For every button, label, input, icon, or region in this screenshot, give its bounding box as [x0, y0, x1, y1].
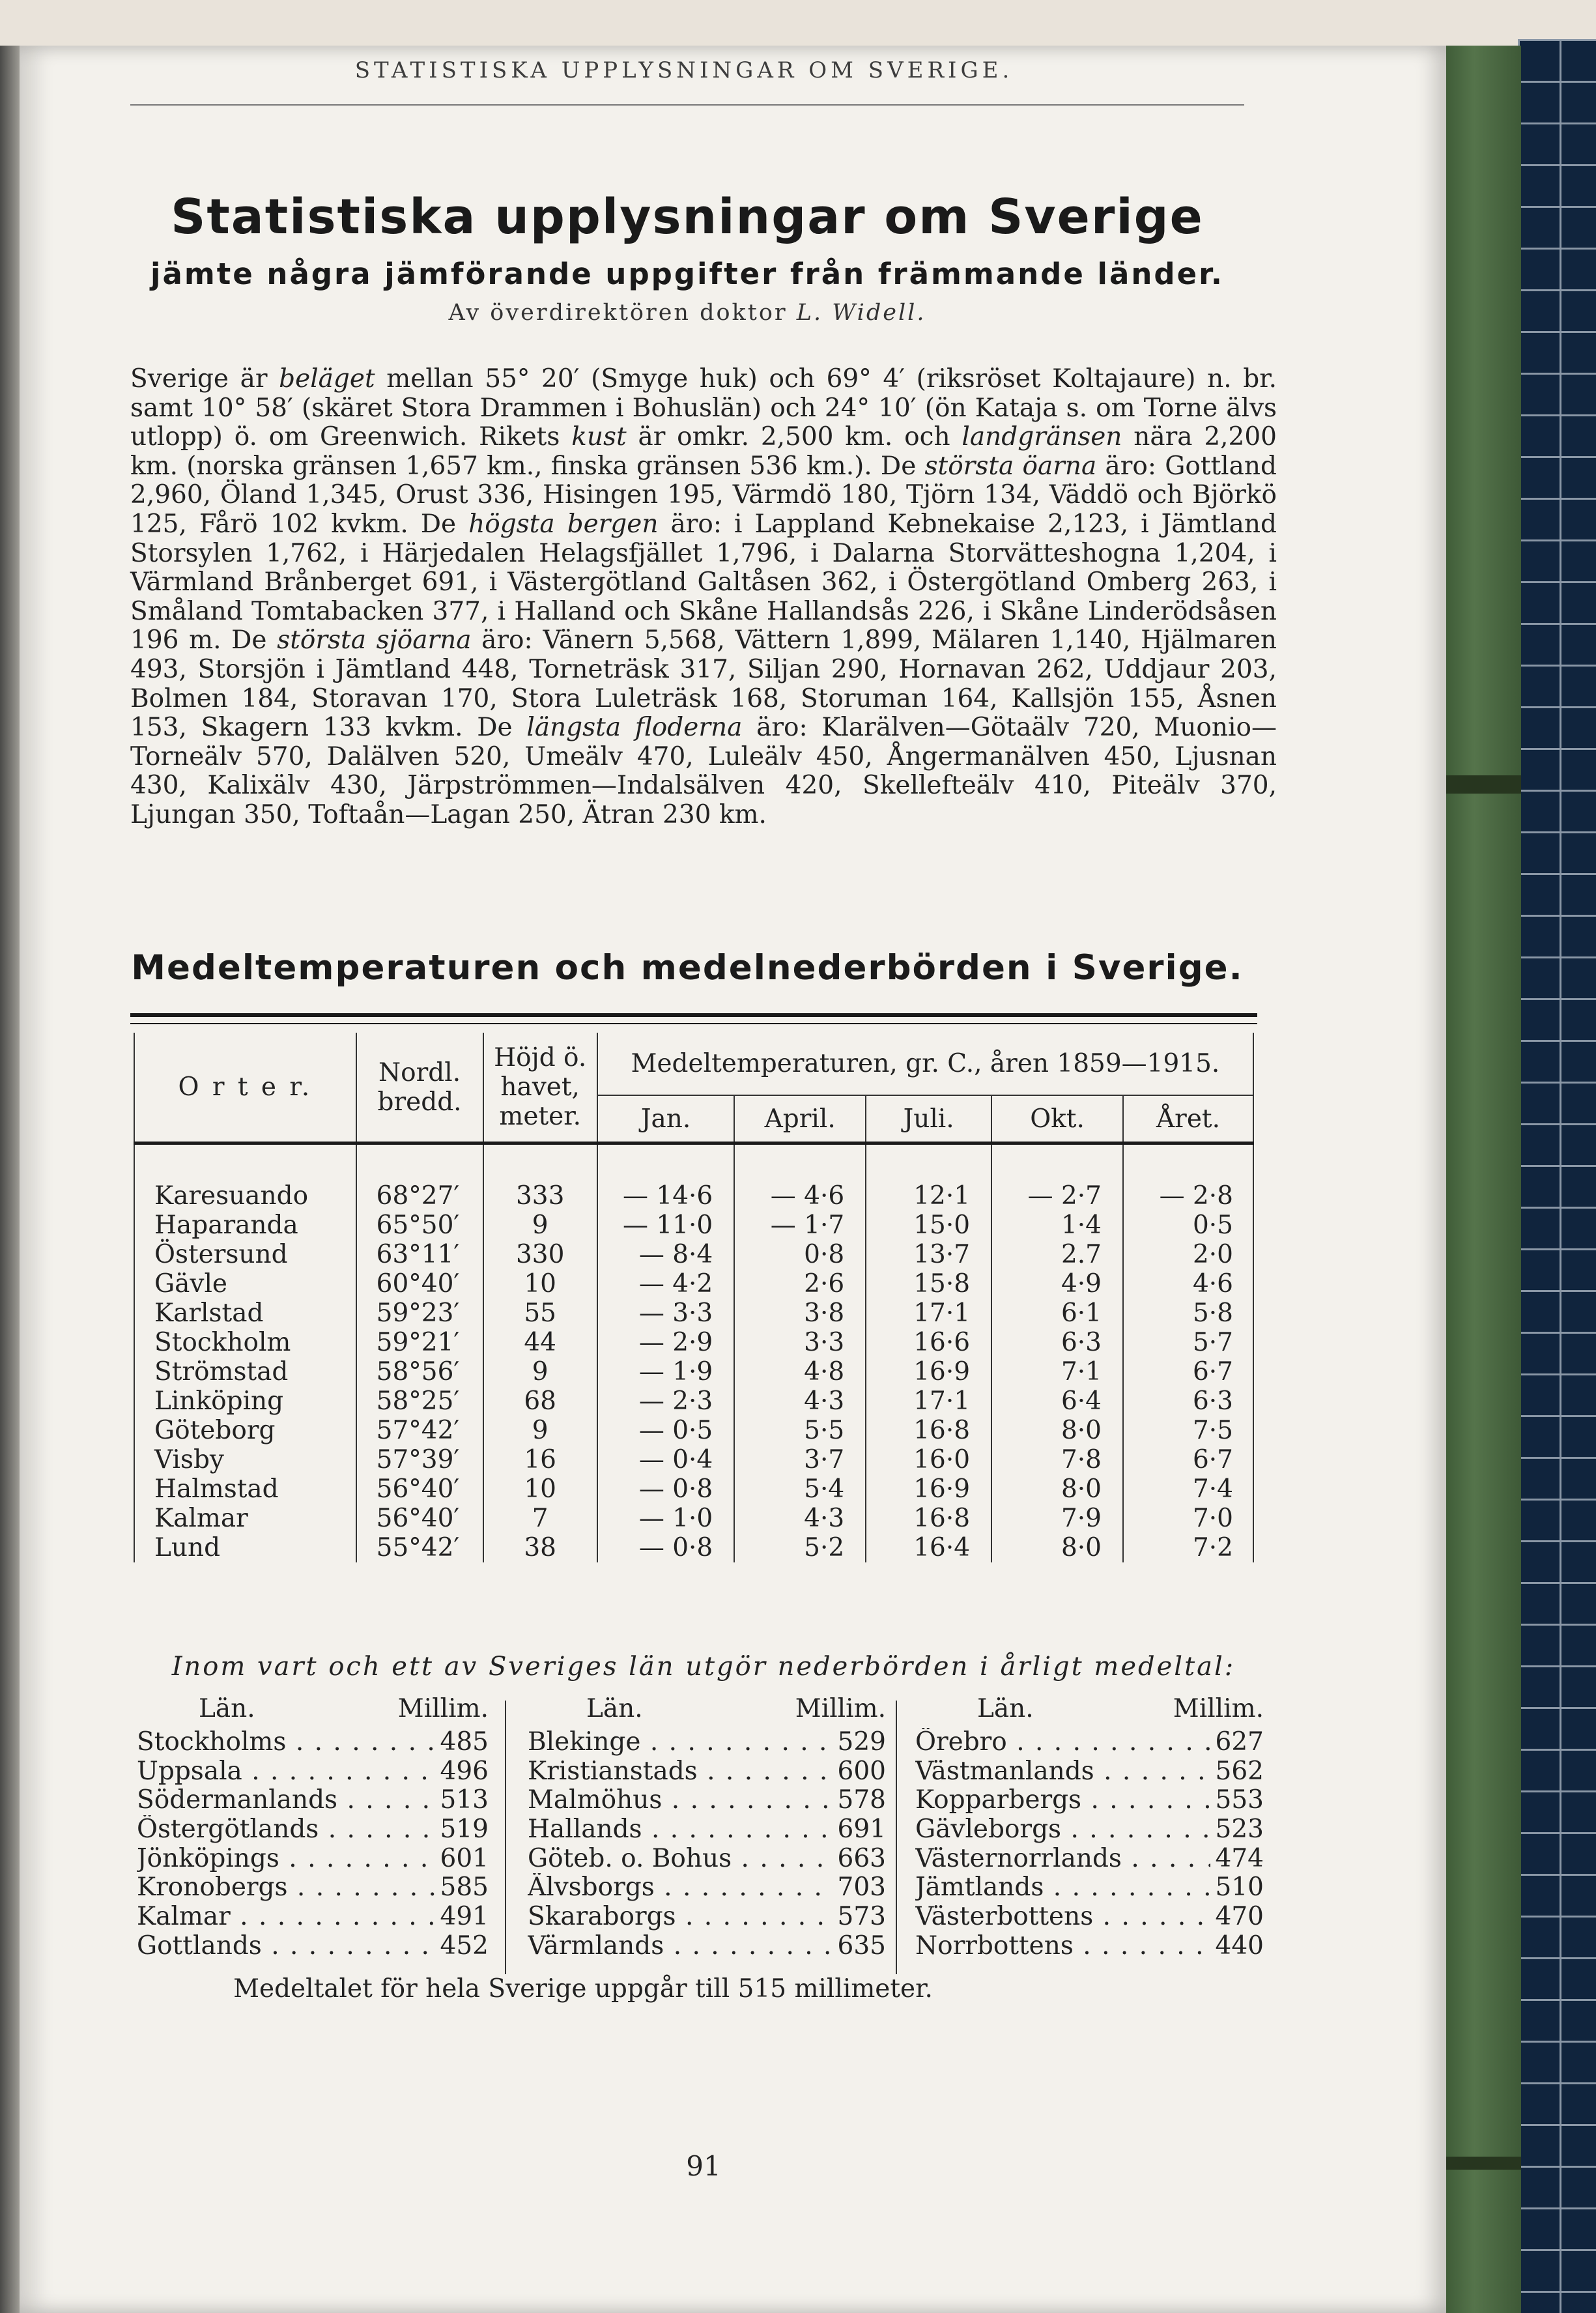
county-millimeters: 513: [435, 1786, 489, 1815]
cell-jan: — 8·4: [597, 1240, 734, 1269]
background-strip: [0, 0, 1596, 46]
list-item: [915, 1757, 1264, 1787]
county-name: Södermanlands . . .: [137, 1786, 435, 1815]
intro-text: nära 2,200 km. (norska gränsen 1,657 km., finska gränsen 536 km.). De: [130, 422, 1277, 481]
cell-okt: 7·9: [991, 1504, 1123, 1533]
cell-okt: 8·0: [991, 1416, 1123, 1445]
intro-emphasis: kust: [571, 422, 627, 452]
cell-alt: 10: [483, 1474, 597, 1504]
precip-column-2: [528, 1694, 886, 1961]
county-name: Göteb. o. Bohus . . .: [528, 1845, 833, 1874]
table-row: [134, 1181, 1253, 1211]
cell-jul: 16·8: [866, 1504, 991, 1533]
cell-apr: — 1·7: [734, 1211, 866, 1240]
cell-alt: 16: [483, 1445, 597, 1474]
county-name: Malmöhus . . .: [528, 1786, 833, 1815]
cell-jan: — 1·9: [597, 1357, 734, 1386]
spine-band: [1443, 2157, 1521, 2170]
cell-lat: 55°42′: [356, 1533, 483, 1562]
county-name: Skaraborgs . . .: [528, 1903, 833, 1932]
col-header-month: Året.: [1123, 1095, 1253, 1143]
cell-jan: — 0·8: [597, 1474, 734, 1504]
cell-alt: 68: [483, 1386, 597, 1416]
county-millimeters: 635: [833, 1932, 886, 1961]
cell-okt: 2.7: [991, 1240, 1123, 1269]
book-spine: [1443, 46, 1521, 2313]
county-name: Älvsborgs . . .: [528, 1873, 833, 1903]
county-millimeters: 601: [435, 1845, 489, 1874]
cell-aret: 4·6: [1123, 1269, 1253, 1299]
cell-okt: 7·1: [991, 1357, 1123, 1386]
list-item: [528, 1903, 886, 1932]
county-name: Kopparbergs . . .: [915, 1786, 1210, 1815]
byline-author: L. Widell.: [796, 300, 926, 326]
list-item: [915, 1786, 1264, 1815]
intro-text: äro: Vänern 5,568, Vättern 1,899, Mälaren 1,140, Hjälmaren 493, Storsjön i Jämtland 448, Torneträsk 317, Siljan 290, Hornavan 262, Uddjaur 203, Bolmen 184, Storavan 170, Stora Luleträsk 168, Storuman 164, Kallsjön 155, Åsnen 153, Skagern 133 kvkm. De: [130, 625, 1277, 743]
intro-paragraph: [130, 365, 1277, 830]
cell-jul: 17·1: [866, 1299, 991, 1328]
table-row: [134, 1474, 1253, 1504]
cell-aret: 6·7: [1123, 1357, 1253, 1386]
list-item: [137, 1873, 489, 1903]
county-millimeters: 485: [435, 1728, 489, 1757]
list-item: [915, 1728, 1264, 1757]
cell-aret: 2·0: [1123, 1240, 1253, 1269]
cell-jul: 13·7: [866, 1240, 991, 1269]
cell-alt: 330: [483, 1240, 597, 1269]
precip-column-3: [915, 1694, 1264, 1961]
col-header-alt: Höjd ö. havet, meter.: [483, 1033, 597, 1143]
cell-aret: 7·5: [1123, 1416, 1253, 1445]
list-item: [137, 1932, 489, 1961]
county-name: Värmlands . . .: [528, 1932, 833, 1961]
cell-aret: 5·8: [1123, 1299, 1253, 1328]
col-header-group: Medeltemperaturen, gr. C., åren 1859—1915.: [597, 1033, 1253, 1095]
col-header-month: Jan.: [597, 1095, 734, 1143]
county-name: Norrbottens . . .: [915, 1932, 1210, 1961]
county-millimeters: 627: [1210, 1728, 1264, 1757]
cell-jan: — 4·2: [597, 1269, 734, 1299]
county-name: Jämtlands . . .: [915, 1873, 1210, 1903]
cell-aret: — 2·8: [1123, 1181, 1253, 1211]
table-row: [134, 1386, 1253, 1416]
intro-text: Sverige är: [130, 364, 279, 394]
county-name: Blekinge . . .: [528, 1728, 833, 1757]
intro-emphasis: högsta bergen: [468, 509, 659, 539]
cell-okt: 8·0: [991, 1474, 1123, 1504]
cell-apr: 0·8: [734, 1240, 866, 1269]
table-row: [134, 1299, 1253, 1328]
cell-jan: — 1·0: [597, 1504, 734, 1533]
cell-aret: 7·0: [1123, 1504, 1253, 1533]
intro-text: är omkr. 2,500 km. och: [626, 422, 962, 452]
table-row: [134, 1533, 1253, 1562]
cell-okt: — 2·7: [991, 1181, 1123, 1211]
col-header-month: Okt.: [991, 1095, 1123, 1143]
cell-alt: 9: [483, 1211, 597, 1240]
cell-ort: Visby: [134, 1445, 356, 1474]
cell-ort: Östersund: [134, 1240, 356, 1269]
list-item: [137, 1845, 489, 1874]
cell-lat: 56°40′: [356, 1474, 483, 1504]
county-millimeters: 452: [435, 1932, 489, 1961]
county-millimeters: 510: [1210, 1873, 1264, 1903]
cell-alt: 44: [483, 1328, 597, 1357]
county-millimeters: 529: [833, 1728, 886, 1757]
county-name: Kronobergs . . .: [137, 1873, 435, 1903]
cell-ort: Stockholm: [134, 1328, 356, 1357]
cell-apr: 4·8: [734, 1357, 866, 1386]
cell-alt: 10: [483, 1269, 597, 1299]
cell-okt: 6·3: [991, 1328, 1123, 1357]
table-row: [134, 1211, 1253, 1240]
county-name: Hallands . . .: [528, 1815, 833, 1845]
list-item: [528, 1873, 886, 1903]
cell-alt: 333: [483, 1181, 597, 1211]
county-millimeters: 491: [435, 1903, 489, 1932]
cell-aret: 6·7: [1123, 1445, 1253, 1474]
cell-lat: 56°40′: [356, 1504, 483, 1533]
table-top-rule-thin: [130, 1023, 1257, 1024]
running-head: STATISTISKA UPPLYSNINGAR OM SVERIGE.: [354, 57, 1014, 83]
list-item: [915, 1845, 1264, 1874]
cell-ort: Lund: [134, 1533, 356, 1562]
cell-aret: 6·3: [1123, 1386, 1253, 1416]
cell-aret: 0·5: [1123, 1211, 1253, 1240]
cell-alt: 55: [483, 1299, 597, 1328]
intro-text: mellan 55° 20′ (Smyge huk) och 69° 4′ (riksröset Koltajaure) n. br. samt 10° 58′ (skäret Stora Drammen i Bohuslän) och 24° 10′ (ön Kataja s. om Torne älvs utlopp) ö. om Greenwich. Rikets: [130, 364, 1277, 452]
cell-ort: Strömstad: [134, 1357, 356, 1386]
list-item: [137, 1757, 489, 1787]
cell-jul: 17·1: [866, 1386, 991, 1416]
byline-prefix: Av överdirektören doktor: [448, 300, 788, 326]
cell-apr: 3·3: [734, 1328, 866, 1357]
intro-emphasis: beläget: [279, 364, 375, 394]
county-name: Gävleborgs . . .: [915, 1815, 1210, 1845]
cell-jan: — 11·0: [597, 1211, 734, 1240]
cell-jan: — 14·6: [597, 1181, 734, 1211]
cell-apr: 2·6: [734, 1269, 866, 1299]
cell-jul: 16·0: [866, 1445, 991, 1474]
cell-ort: Gävle: [134, 1269, 356, 1299]
cell-okt: 7·8: [991, 1445, 1123, 1474]
county-name: Östergötlands . . .: [137, 1815, 435, 1845]
list-item: [528, 1932, 886, 1961]
cell-lat: 60°40′: [356, 1269, 483, 1299]
county-name: Jönköpings . . .: [137, 1845, 435, 1874]
list-item: [137, 1815, 489, 1845]
table-row: [134, 1240, 1253, 1269]
table-row: [134, 1328, 1253, 1357]
cell-apr: 3·8: [734, 1299, 866, 1328]
cell-jan: — 2·3: [597, 1386, 734, 1416]
county-name: Gottlands . . .: [137, 1932, 435, 1961]
spine-band: [1443, 775, 1521, 794]
list-item: [915, 1873, 1264, 1903]
precip-header-mm: Millim.: [1173, 1694, 1264, 1723]
cell-lat: 57°39′: [356, 1445, 483, 1474]
county-millimeters: 703: [833, 1873, 886, 1903]
cell-ort: Göteborg: [134, 1416, 356, 1445]
county-millimeters: 474: [1210, 1845, 1264, 1874]
list-item: [528, 1728, 886, 1757]
cell-apr: 5·2: [734, 1533, 866, 1562]
list-item: [915, 1903, 1264, 1932]
cell-jul: 16·8: [866, 1416, 991, 1445]
cell-jan: — 0·5: [597, 1416, 734, 1445]
table-row: [134, 1416, 1253, 1445]
county-name: Kalmar . . .: [137, 1903, 435, 1932]
col-header-month: Juli.: [866, 1095, 991, 1143]
cell-ort: Karlstad: [134, 1299, 356, 1328]
county-millimeters: 573: [833, 1903, 886, 1932]
cell-apr: 4·3: [734, 1504, 866, 1533]
county-name: Stockholms . . .: [137, 1728, 435, 1757]
cell-ort: Haparanda: [134, 1211, 356, 1240]
table-row: [134, 1357, 1253, 1386]
cell-apr: 3·7: [734, 1445, 866, 1474]
list-item: [528, 1786, 886, 1815]
cell-lat: 59°21′: [356, 1328, 483, 1357]
county-millimeters: 585: [435, 1873, 489, 1903]
county-name: Kristianstads . . .: [528, 1757, 833, 1787]
county-millimeters: 496: [435, 1757, 489, 1787]
page-title: Statistiska upplysningar om Sverige: [171, 189, 1204, 245]
cell-jul: 16·6: [866, 1328, 991, 1357]
precipitation-note: Medeltalet för hela Sverige uppgår till 515 millimeter.: [233, 1974, 933, 2004]
table-row: [134, 1504, 1253, 1533]
cell-jul: 16·9: [866, 1474, 991, 1504]
cell-okt: 4·9: [991, 1269, 1123, 1299]
cell-jul: 16·4: [866, 1533, 991, 1562]
intro-emphasis: längsta floderna: [526, 713, 743, 743]
cell-jan: — 0·4: [597, 1445, 734, 1474]
list-item: [528, 1757, 886, 1787]
cell-okt: 6·1: [991, 1299, 1123, 1328]
cell-jul: 16·9: [866, 1357, 991, 1386]
intro-emphasis: största sjöarna: [277, 625, 472, 655]
cell-jan: — 0·8: [597, 1533, 734, 1562]
county-millimeters: 519: [435, 1815, 489, 1845]
cell-jul: 15·8: [866, 1269, 991, 1299]
list-item: [915, 1815, 1264, 1845]
cell-ort: Halmstad: [134, 1474, 356, 1504]
cell-lat: 58°25′: [356, 1386, 483, 1416]
cell-jul: 15·0: [866, 1211, 991, 1240]
cell-lat: 65°50′: [356, 1211, 483, 1240]
intro-text: äro: Klarälven—Götaälv 720, Muonio—Torneälv 570, Dalälven 520, Umeälv 470, Luleälv 450, Ångermanälven 450, Ljusnan 430, Kalixälv 430, Järpströmmen—Indalsälven 420, Skellefteälv 410, Piteälv 370, Ljungan 350, Toftaån—Lagan 250, Ätran 230 km.: [130, 713, 1277, 829]
byline: [130, 300, 1244, 326]
cutting-mat-background: [1518, 39, 1596, 2313]
col-header-orter: O r t e r.: [134, 1033, 356, 1143]
county-name: Västerbottens . . .: [915, 1903, 1210, 1932]
county-millimeters: 470: [1210, 1903, 1264, 1932]
precip-header-mm: Millim.: [795, 1694, 886, 1723]
cell-apr: 5·4: [734, 1474, 866, 1504]
cell-apr: — 4·6: [734, 1181, 866, 1211]
cell-apr: 4·3: [734, 1386, 866, 1416]
cell-jan: — 3·3: [597, 1299, 734, 1328]
cell-alt: 7: [483, 1504, 597, 1533]
intro-text: äro: i Lappland Kebnekaise 2,123, i Jämtland Storsylen 1,762, i Härjedalen Helagsfjället 1,796, i Dalarna Storvätteshogna 1,204, i Värmland Brånberget 691, i Västergötland Galtåsen 362, i Östergötland Omberg 263, i Småland Tomtabacken 377, i Halland och Skåne Hallandsås 226, i Skåne Linderödsåsen 196 m. De: [130, 509, 1277, 655]
page-subtitle: jämte några jämförande uppgifter från främmande länder.: [150, 257, 1224, 291]
county-name: Västmanlands . . .: [915, 1757, 1210, 1787]
table-top-rule: [130, 1013, 1257, 1017]
cell-lat: 63°11′: [356, 1240, 483, 1269]
precip-header-mm: Millim.: [397, 1694, 489, 1723]
county-name: Västernorrlands . . .: [915, 1845, 1210, 1874]
cell-aret: 7·4: [1123, 1474, 1253, 1504]
cell-lat: 57°42′: [356, 1416, 483, 1445]
county-millimeters: 663: [833, 1845, 886, 1874]
column-divider: [896, 1701, 897, 1974]
running-head-rule: [130, 104, 1244, 106]
intro-emphasis: landgränsen: [962, 422, 1122, 452]
cell-alt: 9: [483, 1416, 597, 1445]
county-millimeters: 562: [1210, 1757, 1264, 1787]
column-divider: [505, 1701, 506, 1974]
cell-lat: 58°56′: [356, 1357, 483, 1386]
cell-alt: 9: [483, 1357, 597, 1386]
table-row: [134, 1445, 1253, 1474]
table-row: [134, 1269, 1253, 1299]
cell-apr: 5·5: [734, 1416, 866, 1445]
cell-lat: 59°23′: [356, 1299, 483, 1328]
county-millimeters: 691: [833, 1815, 886, 1845]
list-item: [137, 1728, 489, 1757]
cell-jul: 12·1: [866, 1181, 991, 1211]
cell-okt: 1·4: [991, 1211, 1123, 1240]
cell-ort: Kalmar: [134, 1504, 356, 1533]
precip-header-lan: Län.: [977, 1694, 1034, 1723]
precip-column-1: [137, 1694, 489, 1961]
list-item: [137, 1903, 489, 1932]
cell-alt: 38: [483, 1533, 597, 1562]
intro-emphasis: största öarna: [924, 451, 1097, 481]
county-name: Örebro . . .: [915, 1728, 1210, 1757]
cell-ort: Karesuando: [134, 1181, 356, 1211]
precipitation-heading: Inom vart och ett av Sveriges län utgör nederbörden i årligt medeltal:: [171, 1652, 1236, 1682]
county-millimeters: 578: [833, 1786, 886, 1815]
page-number: 91: [686, 2150, 721, 2182]
precip-header-lan: Län.: [199, 1694, 255, 1723]
county-millimeters: 600: [833, 1757, 886, 1787]
temperature-table: [134, 1033, 1254, 1562]
col-header-lat: Nordl. bredd.: [356, 1033, 483, 1143]
list-item: [137, 1786, 489, 1815]
cell-okt: 6·4: [991, 1386, 1123, 1416]
cell-aret: 5·7: [1123, 1328, 1253, 1357]
temperature-heading: Medeltemperaturen och medelnederbörden i Sverige.: [131, 948, 1244, 988]
cell-lat: 68°27′: [356, 1181, 483, 1211]
intro-text: äro: Gottland 2,960, Öland 1,345, Orust 336, Hisingen 195, Värmdö 180, Tjörn 134, Väddö och Björkö 125, Fårö 102 kvkm. De: [130, 451, 1277, 539]
list-item: [528, 1845, 886, 1874]
cell-aret: 7·2: [1123, 1533, 1253, 1562]
cell-ort: Linköping: [134, 1386, 356, 1416]
cell-jan: — 2·9: [597, 1328, 734, 1357]
col-header-month: April.: [734, 1095, 866, 1143]
list-item: [528, 1815, 886, 1845]
county-millimeters: 553: [1210, 1786, 1264, 1815]
list-item: [915, 1932, 1264, 1961]
county-name: Uppsala . . .: [137, 1757, 435, 1787]
county-millimeters: 440: [1210, 1932, 1264, 1961]
precip-header-lan: Län.: [586, 1694, 643, 1723]
cell-okt: 8·0: [991, 1533, 1123, 1562]
county-millimeters: 523: [1210, 1815, 1264, 1845]
